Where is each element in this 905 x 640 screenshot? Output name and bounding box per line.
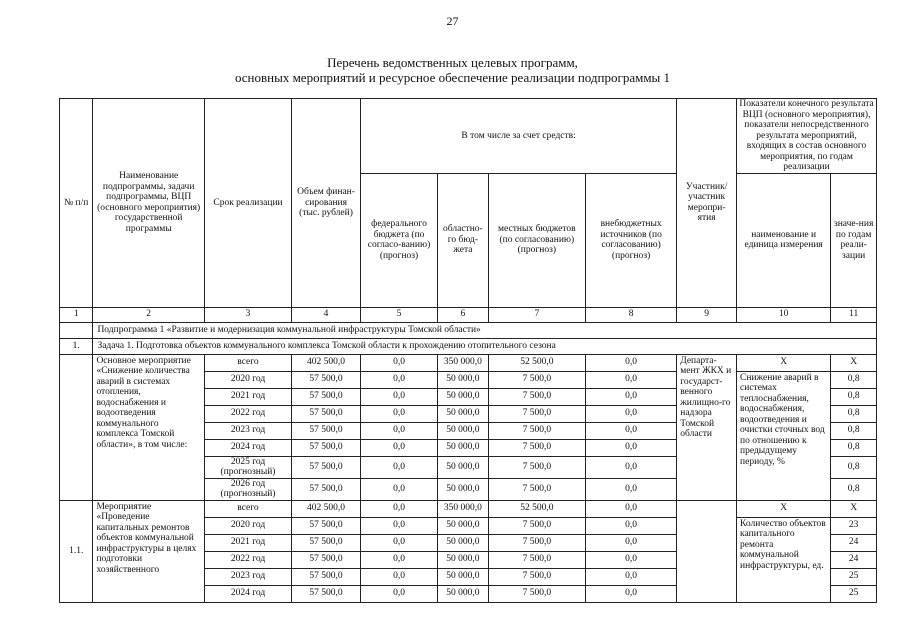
indicator-value-cell: Х <box>831 500 877 517</box>
col-number: 10 <box>737 307 831 322</box>
regional-cell: 50 000,0 <box>438 478 489 500</box>
volume-cell: 57 500,0 <box>292 551 361 568</box>
header-regional: областно-го бюд-жета <box>438 173 489 307</box>
regional-cell: 50 000,0 <box>438 568 489 585</box>
header-term: Срок реализации <box>204 99 291 308</box>
extra-cell: 0,0 <box>586 568 677 585</box>
page-number: 27 <box>446 14 459 28</box>
extra-cell: 0,0 <box>586 456 677 478</box>
term-cell: 2022 год <box>204 405 291 422</box>
local-cell: 7 500,0 <box>488 456 585 478</box>
federal-cell: 0,0 <box>361 405 438 422</box>
indicator-name-cell: Х <box>737 500 831 517</box>
indicator-value-cell: 24 <box>831 551 877 568</box>
extra-cell: 0,0 <box>586 534 677 551</box>
extra-cell: 0,0 <box>586 405 677 422</box>
event-1-1-indicator: Количество объектов капитального ремонта коммунальной инфраструктуры, ед. <box>737 517 831 602</box>
header-extra: внебюджетных источников (по согласованию) (прогноз) <box>586 173 677 307</box>
main-event-indicator: Снижение аварий в системах теплоснабжения, водоснабжения, водоотведения и очистки сточных вод по отношению к предыдущему периоду, % <box>737 371 831 500</box>
volume-cell: 57 500,0 <box>292 422 361 439</box>
regional-cell: 50 000,0 <box>438 439 489 456</box>
federal-cell: 0,0 <box>361 354 438 371</box>
col-number: 1 <box>60 307 93 322</box>
term-cell: 2020 год <box>204 517 291 534</box>
term-cell: 2024 год <box>204 439 291 456</box>
event-1-1-number: 1.1. <box>60 500 93 602</box>
col-number: 3 <box>204 307 291 322</box>
indicator-name-cell: Х <box>737 354 831 371</box>
column-numbers-row <box>60 307 877 322</box>
task-title: Задача 1. Подготовка объектов коммунального комплекса Томской области к прохождению отопительного сезона <box>93 338 877 354</box>
regional-cell: 50 000,0 <box>438 388 489 405</box>
indicator-value-cell: 0,8 <box>831 456 877 478</box>
extra-cell: 0,0 <box>586 585 677 602</box>
extra-cell: 0,0 <box>586 422 677 439</box>
regional-cell: 50 000,0 <box>438 534 489 551</box>
regional-cell: 50 000,0 <box>438 405 489 422</box>
volume-cell: 57 500,0 <box>292 478 361 500</box>
local-cell: 7 500,0 <box>488 551 585 568</box>
header-including: В том числе за счет средств: <box>361 99 677 174</box>
term-cell: 2021 год <box>204 388 291 405</box>
title-line-2: основных мероприятий и ресурсное обеспечение реализации подпрограммы 1 <box>234 70 671 85</box>
volume-cell: 402 500,0 <box>292 500 361 517</box>
local-cell: 7 500,0 <box>488 388 585 405</box>
indicator-value-cell: 0,8 <box>831 422 877 439</box>
volume-cell: 402 500,0 <box>292 354 361 371</box>
federal-cell: 0,0 <box>361 439 438 456</box>
regional-cell: 50 000,0 <box>438 585 489 602</box>
local-cell: 7 500,0 <box>488 371 585 388</box>
header-indicators: Показатели конечного результата ВЦП (основного мероприятия), показатели непосредственного результата мероприятий, входящих в состав основного мероприятия, по годам реализации <box>737 99 877 174</box>
programs-table <box>59 98 877 603</box>
volume-cell: 57 500,0 <box>292 371 361 388</box>
federal-cell: 0,0 <box>361 568 438 585</box>
indicator-value-cell: 24 <box>831 534 877 551</box>
extra-cell: 0,0 <box>586 371 677 388</box>
indicator-value-cell: 0,8 <box>831 439 877 456</box>
regional-cell: 50 000,0 <box>438 517 489 534</box>
regional-cell: 350 000,0 <box>438 354 489 371</box>
local-cell: 7 500,0 <box>488 568 585 585</box>
regional-cell: 50 000,0 <box>438 456 489 478</box>
federal-cell: 0,0 <box>361 534 438 551</box>
volume-cell: 57 500,0 <box>292 517 361 534</box>
local-cell: 52 500,0 <box>488 500 585 517</box>
federal-cell: 0,0 <box>361 422 438 439</box>
term-cell: 2022 год <box>204 551 291 568</box>
local-cell: 7 500,0 <box>488 478 585 500</box>
local-cell: 7 500,0 <box>488 405 585 422</box>
main-event-participant: Департа-мент ЖКХ и государст-венного жилищно-го надзора Томской области <box>677 354 737 500</box>
indicator-value-cell: 23 <box>831 517 877 534</box>
regional-cell: 50 000,0 <box>438 371 489 388</box>
federal-cell: 0,0 <box>361 551 438 568</box>
term-cell: 2020 год <box>204 371 291 388</box>
term-cell: всего <box>204 354 291 371</box>
indicator-value-cell: 25 <box>831 585 877 602</box>
col-number: 7 <box>488 307 585 322</box>
federal-cell: 0,0 <box>361 500 438 517</box>
volume-cell: 57 500,0 <box>292 585 361 602</box>
local-cell: 52 500,0 <box>488 354 585 371</box>
local-cell: 7 500,0 <box>488 534 585 551</box>
page-title <box>0 55 905 85</box>
header-name: Наименование подпрограммы, задачи подпрограммы, ВЦП (основного мероприятия) государственной программы <box>93 99 204 308</box>
volume-cell: 57 500,0 <box>292 388 361 405</box>
term-cell: 2024 год <box>204 585 291 602</box>
federal-cell: 0,0 <box>361 456 438 478</box>
term-cell: 2023 год <box>204 568 291 585</box>
extra-cell: 0,0 <box>586 500 677 517</box>
event-1-1-name: Мероприятие «Проведение капитальных ремонтов объектов коммунальной инфраструктуры в целях подготовки хозяйственного <box>93 500 204 602</box>
extra-cell: 0,0 <box>586 388 677 405</box>
col-number: 8 <box>586 307 677 322</box>
local-cell: 7 500,0 <box>488 422 585 439</box>
header-num: № п/п <box>60 99 93 308</box>
volume-cell: 57 500,0 <box>292 456 361 478</box>
federal-cell: 0,0 <box>361 371 438 388</box>
federal-cell: 0,0 <box>361 585 438 602</box>
header-indicator-values: значе-ния по годам реали-зации <box>831 173 877 307</box>
extra-cell: 0,0 <box>586 517 677 534</box>
volume-cell: 57 500,0 <box>292 439 361 456</box>
extra-cell: 0,0 <box>586 551 677 568</box>
volume-cell: 57 500,0 <box>292 568 361 585</box>
indicator-value-cell: 0,8 <box>831 371 877 388</box>
header-local: местных бюджетов (по согласованию) (прогноз) <box>488 173 585 307</box>
title-line-1: Перечень ведомственных целевых программ, <box>327 55 578 70</box>
term-cell: 2023 год <box>204 422 291 439</box>
regional-cell: 50 000,0 <box>438 551 489 568</box>
term-cell: 2025 год (прогнозный) <box>204 456 291 478</box>
col-number: 6 <box>438 307 489 322</box>
header-indicator-name: наименование и единица измерения <box>737 173 831 307</box>
federal-cell: 0,0 <box>361 517 438 534</box>
extra-cell: 0,0 <box>586 439 677 456</box>
regional-cell: 350 000,0 <box>438 500 489 517</box>
header-federal: федерального бюджета (по согласо-ванию) (прогноз) <box>361 173 438 307</box>
local-cell: 7 500,0 <box>488 517 585 534</box>
volume-cell: 57 500,0 <box>292 405 361 422</box>
col-number: 5 <box>361 307 438 322</box>
regional-cell: 50 000,0 <box>438 422 489 439</box>
task-number: 1. <box>60 338 93 354</box>
federal-cell: 0,0 <box>361 478 438 500</box>
local-cell: 7 500,0 <box>488 439 585 456</box>
col-number: 11 <box>831 307 877 322</box>
term-cell: 2021 год <box>204 534 291 551</box>
extra-cell: 0,0 <box>586 354 677 371</box>
col-number: 2 <box>93 307 204 322</box>
local-cell: 7 500,0 <box>488 585 585 602</box>
indicator-value-cell: 0,8 <box>831 478 877 500</box>
indicator-value-cell: 0,8 <box>831 405 877 422</box>
indicator-value-cell: 25 <box>831 568 877 585</box>
header-participant: Участник/ участник меропри-ятия <box>677 99 737 308</box>
indicator-value-cell: Х <box>831 354 877 371</box>
table-row <box>60 500 877 517</box>
indicator-value-cell: 0,8 <box>831 388 877 405</box>
federal-cell: 0,0 <box>361 388 438 405</box>
subprogram-title: Подпрограмма 1 «Развитие и модернизация коммунальной инфраструктуры Томской области» <box>93 322 877 338</box>
term-cell: всего <box>204 500 291 517</box>
volume-cell: 57 500,0 <box>292 534 361 551</box>
extra-cell: 0,0 <box>586 478 677 500</box>
col-number: 4 <box>292 307 361 322</box>
main-event-name: Основное мероприятие «Снижение количества аварий в системах отопления, водоснабжения и водоотведения коммунального комплекса Томской области», в том числе: <box>93 354 204 500</box>
col-number: 9 <box>677 307 737 322</box>
term-cell: 2026 год (прогнозный) <box>204 478 291 500</box>
header-volume: Объем финан-сирования (тыс. рублей) <box>292 99 361 308</box>
table-row <box>60 354 877 371</box>
